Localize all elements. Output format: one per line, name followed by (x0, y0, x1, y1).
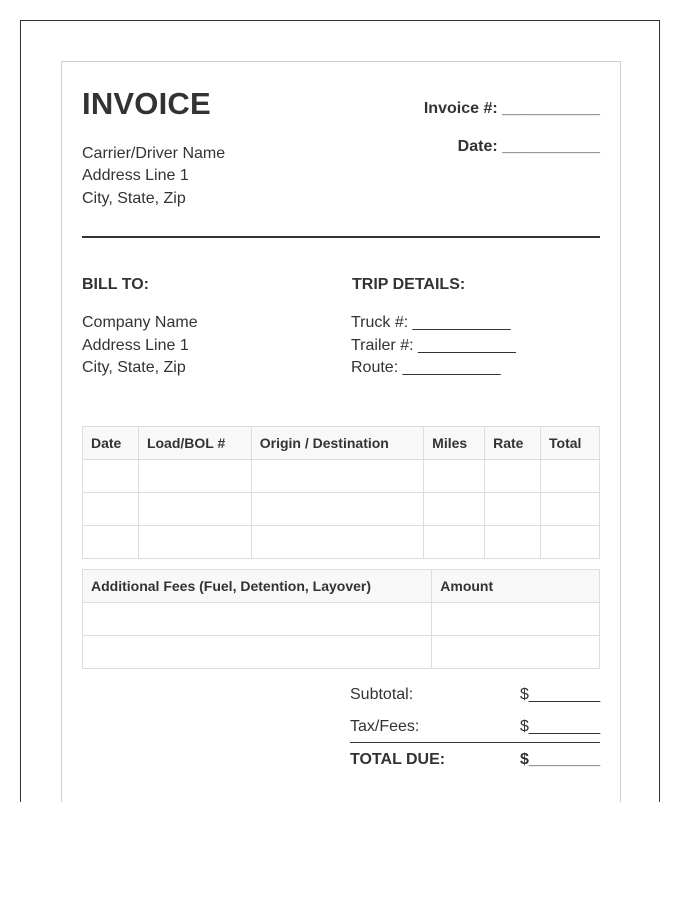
trailer-number-field: Trailer #: ___________ (351, 337, 516, 354)
table-cell[interactable] (541, 493, 600, 526)
table-cell[interactable] (485, 526, 541, 559)
column-header-load-bol: Load/BOL # (138, 427, 251, 460)
table-header-row (83, 570, 600, 603)
table-row (83, 493, 600, 526)
table-cell[interactable] (424, 526, 485, 559)
column-header-total: Total (541, 427, 600, 460)
header-divider (82, 236, 600, 238)
column-header-amount: Amount (432, 570, 600, 603)
table-cell[interactable] (432, 603, 600, 636)
bill-to-heading: BILL TO: (82, 276, 149, 293)
invoice-date-field: Date: ___________ (457, 138, 600, 155)
table-cell[interactable] (83, 526, 139, 559)
table-row (83, 603, 600, 636)
table-cell[interactable] (485, 493, 541, 526)
table-header-row (83, 427, 600, 460)
route-field: Route: ___________ (351, 359, 501, 376)
total-due-label: TOTAL DUE: (350, 751, 446, 768)
table-cell[interactable] (83, 460, 139, 493)
invoice-number-field: Invoice #: ___________ (423, 100, 600, 117)
column-header-date: Date (83, 427, 139, 460)
subtotal-value: $________ (520, 686, 601, 703)
table-row (83, 636, 600, 669)
table-cell[interactable] (83, 493, 139, 526)
column-header-rate: Rate (485, 427, 541, 460)
totals-divider (350, 742, 600, 743)
table-cell[interactable] (485, 460, 541, 493)
column-header-miles: Miles (424, 427, 485, 460)
table-cell[interactable] (424, 493, 485, 526)
table-cell[interactable] (432, 636, 600, 669)
tax-fees-label: Tax/Fees: (350, 718, 420, 735)
table-cell[interactable] (424, 460, 485, 493)
table-row (83, 460, 600, 493)
column-header-additional-fees: Additional Fees (Fuel, Detention, Layover) (83, 570, 432, 603)
trip-details-heading: TRIP DETAILS: (352, 276, 466, 293)
table-cell[interactable] (138, 526, 251, 559)
column-header-origin-destination: Origin / Destination (251, 427, 423, 460)
carrier-name: Carrier/Driver Name (82, 145, 226, 162)
subtotal-label: Subtotal: (350, 686, 414, 703)
table-cell[interactable] (251, 493, 423, 526)
table-row (83, 526, 600, 559)
carrier-city: City, State, Zip (82, 190, 186, 207)
tax-fees-value: $________ (520, 718, 601, 735)
table-cell[interactable] (251, 460, 423, 493)
fees-table (82, 569, 600, 669)
table-cell[interactable] (541, 460, 600, 493)
table-cell[interactable] (83, 636, 432, 669)
bill-to-city: City, State, Zip (82, 359, 186, 376)
table-cell[interactable] (138, 493, 251, 526)
bill-to-company: Company Name (82, 314, 198, 331)
carrier-address: Address Line 1 (82, 167, 189, 184)
table-cell[interactable] (251, 526, 423, 559)
total-due-value: $________ (520, 751, 601, 768)
table-cell[interactable] (83, 603, 432, 636)
bill-to-address: Address Line 1 (82, 337, 189, 354)
invoice-title: INVOICE (82, 86, 211, 121)
loads-table (82, 426, 600, 559)
table-cell[interactable] (541, 526, 600, 559)
truck-number-field: Truck #: ___________ (351, 314, 511, 331)
table-cell[interactable] (138, 460, 251, 493)
